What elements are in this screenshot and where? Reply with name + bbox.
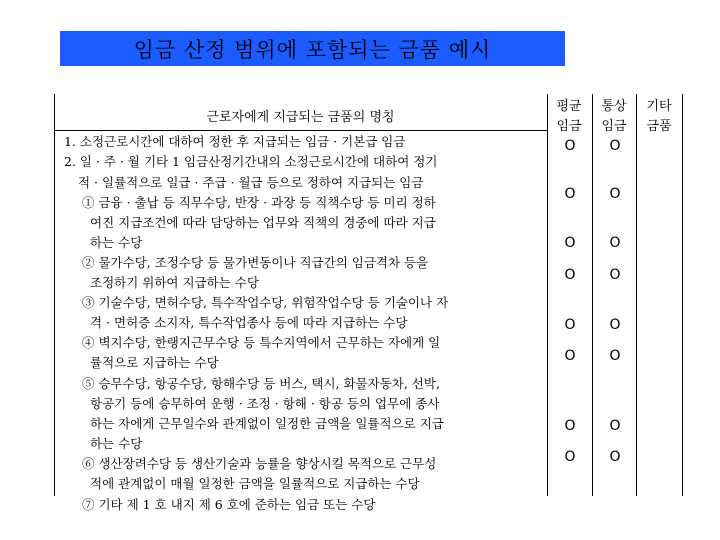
item-line: 하는 자에게 근무일수와 관계없이 일정한 금액을 일률적으로 지급 xyxy=(90,416,444,431)
item-line: ④ 벽지수당, 한랭지근무수당 등 특수지역에서 근무하는 자에게 일 xyxy=(82,335,441,350)
normal-wage-mark: O xyxy=(609,138,621,154)
header-average-wage xyxy=(549,97,589,137)
table-divider-avg xyxy=(547,94,548,496)
header-average-line2: 임금 xyxy=(556,119,582,134)
header-normal-line2: 임금 xyxy=(601,119,627,134)
average-wage-mark: O xyxy=(564,235,576,251)
page-title: 임금 산정 범위에 포함되는 금품 예시 xyxy=(133,37,492,62)
item-line: 하는 수당 xyxy=(90,235,143,250)
average-wage-mark: O xyxy=(564,418,576,434)
table-divider-other xyxy=(636,94,637,496)
average-wage-mark: O xyxy=(564,348,576,364)
header-average-line1: 평균 xyxy=(556,99,582,114)
average-wage-mark: O xyxy=(564,138,576,154)
normal-wage-mark: O xyxy=(609,449,621,465)
average-wage-mark: O xyxy=(564,186,576,202)
normal-wage-mark: O xyxy=(609,317,621,333)
item-line: ⑦ 기타 제 1 호 내지 제 6 호에 준하는 임금 또는 수당 xyxy=(82,497,376,512)
header-other-money xyxy=(639,97,679,137)
header-other-line2: 금품 xyxy=(646,119,672,134)
item-line: ③ 기술수당, 면허수당, 특수작업수당, 위험작업수당 등 기술이나 자 xyxy=(82,295,449,310)
title-banner xyxy=(60,31,565,66)
average-wage-mark: O xyxy=(564,317,576,333)
item-line: ⑤ 승무수당, 항공수당, 항해수당 등 버스, 택시, 화물자동차, 선박, xyxy=(82,376,440,391)
item-line: ① 금융 · 출납 등 직무수당, 반장 · 과장 등 직책수당 등 미리 정하 xyxy=(82,195,436,210)
item-line: ② 물가수당, 조정수당 등 물가변동이나 직급간의 임금격차 등을 xyxy=(82,255,429,270)
normal-wage-mark: O xyxy=(609,235,621,251)
header-normal-wage xyxy=(594,97,634,137)
header-item-name: 근로자에게 지급되는 금품의 명칭 xyxy=(206,110,395,125)
item-line: 여진 지급조건에 따라 담당하는 업무와 직책의 경중에 따라 지급 xyxy=(90,215,436,230)
header-underline xyxy=(54,130,547,131)
item-line: 1. 소정근로시간에 대하여 정한 후 지급되는 임금 · 기본급 임금 xyxy=(64,134,406,149)
average-wage-mark: O xyxy=(564,449,576,465)
normal-wage-mark: O xyxy=(609,186,621,202)
item-line: 적에 관계없이 매월 일정한 금액을 일률적으로 지급하는 수당 xyxy=(90,476,420,491)
item-line: 조정하기 위하여 지급하는 수당 xyxy=(90,275,259,290)
item-line: 률적으로 지급하는 수당 xyxy=(90,355,219,370)
normal-wage-mark: O xyxy=(609,348,621,364)
header-normal-line1: 통상 xyxy=(601,99,627,114)
normal-wage-mark: O xyxy=(609,418,621,434)
normal-wage-mark: O xyxy=(609,267,621,283)
item-line: 적 · 일률적으로 일급 · 주급 · 월급 등으로 정하여 지급되는 임금 xyxy=(78,175,424,190)
item-line: 2. 일 · 주 · 월 기타 1 임금산정기간내의 소정근로시간에 대하여 정기 xyxy=(64,154,438,169)
table-left-border xyxy=(54,94,55,496)
table-right-border xyxy=(682,94,683,496)
item-line: ⑥ 생산장려수당 등 생산기술과 능률을 향상시킬 목적으로 근무성 xyxy=(82,456,437,471)
item-line: 하는 수당 xyxy=(90,436,143,451)
header-other-line1: 기타 xyxy=(646,99,672,114)
average-wage-mark: O xyxy=(564,267,576,283)
table-divider-normal xyxy=(592,94,593,496)
wage-table xyxy=(54,94,684,512)
item-line: 항공기 등에 승무하여 운행 · 조정 · 항해 · 항공 등의 업무에 종사 xyxy=(90,396,440,411)
item-line: 격 · 면허증 소지자, 특수작업종사 등에 따라 지급하는 수당 xyxy=(90,315,408,330)
